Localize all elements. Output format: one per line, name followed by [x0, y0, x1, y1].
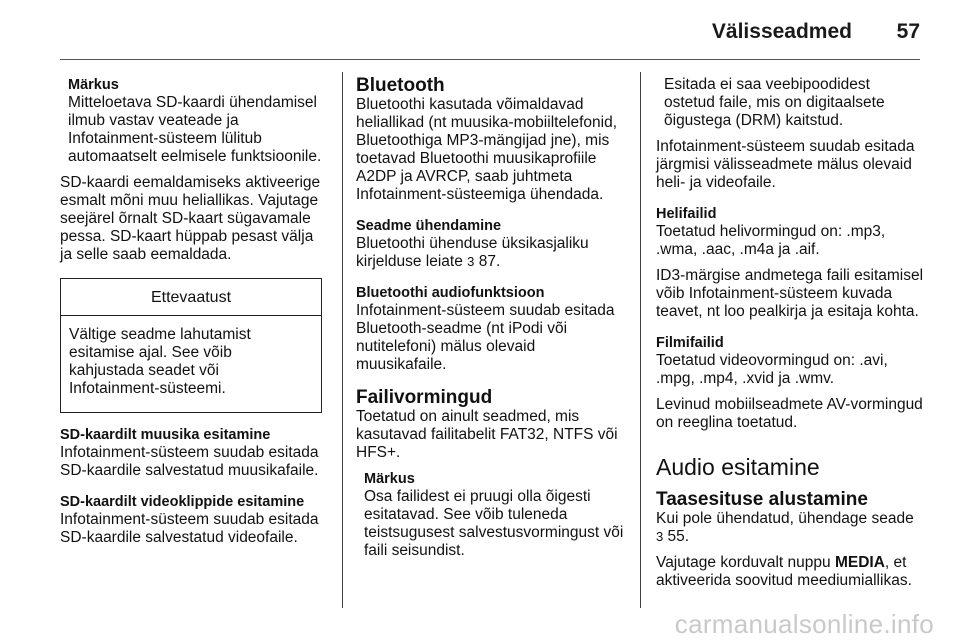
start-text: Kui pole ühendatud, ühendage seade — [656, 510, 914, 527]
caution-title: Ettevaatust — [61, 279, 321, 316]
note-title: Märkus — [68, 77, 119, 93]
paragraph-bt-audio: Infotainment-süsteem suudab esitada Bluetooth-seadme (nt iPodi või nutitelefoni) mälus olevaid muusikafaile. — [356, 302, 615, 373]
column-middle — [356, 76, 628, 568]
paragraph-sd-video: Infotainment-süsteem suudab esitada SD-kaardile salvestatud videofaile. — [60, 511, 319, 546]
heading-sd-music: SD-kaardilt muusika esitamine — [60, 427, 271, 443]
media-post-text: , et aktiveerida soovitud meediumiallikas. — [656, 554, 912, 589]
heading-audio-playback: Audio esitamine — [656, 454, 820, 480]
heading-audio-files: Helifailid — [656, 206, 717, 222]
paragraph-bluetooth: Bluetoothi kasutada võimaldavad heliallikad (nt muusika-mobiiltelefonid, Bluetoothiga MP3-mängijad jne), mis toetavad Bluetoothi muusikaprofiile A2DP ja AVRCP, saab juhtmeta Infotainment-süsteemiga ühendada. — [356, 96, 618, 203]
header-divider — [60, 59, 920, 60]
heading-file-formats: Failivormingud — [356, 387, 493, 408]
column-left — [60, 76, 328, 555]
heading-start-playback: Taasesituse alustamine — [656, 489, 868, 510]
paragraph-start-playback — [656, 510, 924, 546]
page-reference-icon: 3 — [656, 529, 664, 544]
heading-bt-audio: Bluetoothi audiofunktsioon — [356, 285, 545, 301]
note-text: Mitteloetava SD-kaardi ühendamisel ilmub vastav veateade ja Infotainment-süsteem lülitub automaatselt eelmisele funktsioonile. — [68, 94, 322, 165]
watermark: carmanualsonline.info — [674, 609, 934, 639]
paragraph-media-support: Infotainment-süsteem suudab esitada järgmisi välisseadmete mälus olevaid heli- ja videofaile. — [656, 138, 915, 191]
page-header-title: Välisseadmed — [711, 20, 852, 43]
drm-note: Esitada ei saa veebipoodidest ostetud faile, mis on digitaalsete õigustega (DRM) kaitstud. — [664, 76, 885, 129]
column-divider — [342, 72, 343, 608]
note-text: Osa failidest ei pruugi olla õigesti esitatavad. See võib tuleneda teistsugusest salvestusvormingust või faili seisundist. — [364, 488, 624, 559]
media-button-label: MEDIA — [834, 554, 885, 571]
paragraph-media-button — [656, 554, 924, 590]
heading-sd-video: SD-kaardilt videoklippide esitamine — [60, 494, 305, 510]
heading-device-connect: Seadme ühendamine — [356, 218, 502, 234]
note-title: Märkus — [364, 471, 415, 487]
connect-text: Bluetoothi ühenduse üksikasjaliku kirjelduse leiate — [356, 235, 589, 270]
caution-box — [60, 278, 322, 413]
paragraph-sd-music: Infotainment-süsteem suudab esitada SD-kaardile salvestatud muusikafaile. — [60, 444, 319, 479]
paragraph-video-files: Toetatud videovormingud on: .avi, .mpg, .mp4, .xvid ja .wmv. — [656, 352, 888, 387]
media-pre-text: Vajutage korduvalt nuppu — [656, 554, 831, 571]
page-number: 57 — [896, 20, 920, 43]
heading-bluetooth: Bluetooth — [356, 75, 445, 96]
heading-video-files: Filmifailid — [656, 335, 724, 351]
page-reference-icon: 3 — [467, 254, 475, 269]
page-reference: 55. — [667, 528, 690, 545]
paragraph-audio-files: Toetatud helivormingud on: .mp3, .wma, .aac, .m4a ja .aif. — [656, 223, 886, 258]
column-divider — [640, 72, 641, 608]
column-right — [656, 76, 924, 598]
note-block — [356, 470, 628, 560]
paragraph-device-connect — [356, 235, 628, 271]
paragraph-file-formats: Toetatud on ainult seadmed, mis kasutavad failitabelit FAT32, NTFS või HFS+. — [356, 408, 618, 461]
caution-text: Vältige seadme lahutamist esitamise ajal. See võib kahjustada seadet või Infotainment-süsteemi. — [69, 326, 251, 397]
paragraph-remove-sd: SD-kaardi eemaldamiseks aktiveerige esmalt mõni muu heliallikas. Vajutage seejärel õrnalt SD-kaart sügavamale pessa. SD-kaart hüppab pesast välja ja selle saab eemaldada. — [60, 174, 321, 263]
paragraph-id3: ID3-märgise andmetega faili esitamisel võib Infotainment-süsteem kuvada teavet, nt loo pealkirja ja esitaja kohta. — [656, 267, 924, 320]
paragraph-av-formats: Levinud mobiilseadmete AV-vormingud on reeglina toetatud. — [656, 396, 923, 431]
page-reference: 87. — [478, 253, 501, 270]
note-block — [60, 76, 328, 166]
